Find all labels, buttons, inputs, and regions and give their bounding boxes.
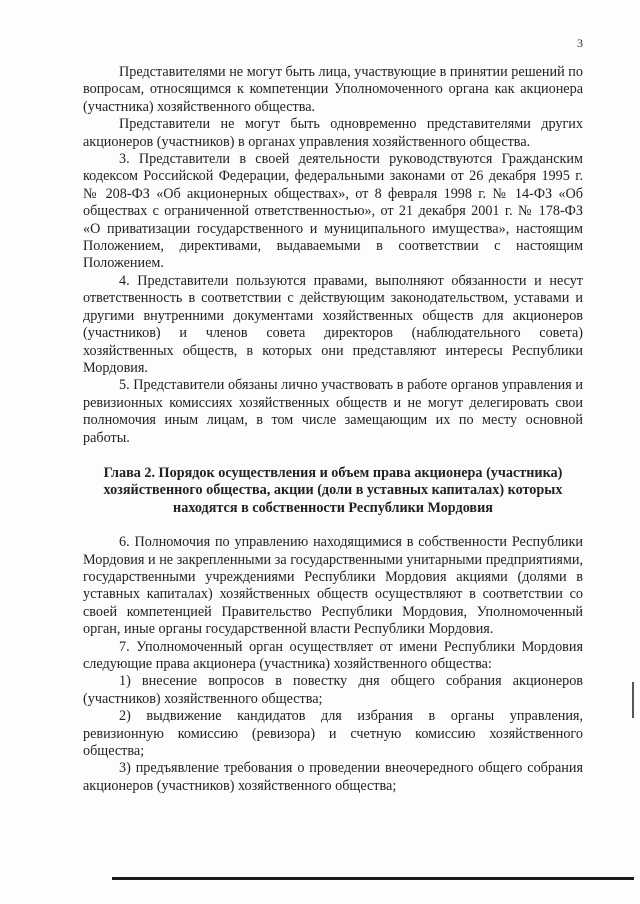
list-item: 3) предъявление требования о проведении внеочередного общего собрания акционеров (участников) хозяйственного общества; — [83, 760, 583, 794]
page-number: 3 — [577, 36, 583, 50]
paragraph: 4. Представители пользуются правами, выполняют обязанности и несут ответственность в соответствии с действующим законодательством, уставами и другими внутренними документами хозяйственных обществ для акционеров (участников) и членов совета директоров (наблюдательного совета) хозяйственных обществ, в которых они представляют интересы Республики Мордовия. — [83, 272, 583, 376]
paragraph: 5. Представители обязаны лично участвовать в работе органов управления и ревизионных комиссиях хозяйственных обществ и не могут делегировать свои полномочия иным лицам, в том числе замещающим их по месту основной работы. — [83, 377, 583, 446]
list-item: 1) внесение вопросов в повестку дня общего собрания акционеров (участников) хозяйственного общества; — [83, 673, 583, 707]
document-body — [83, 64, 583, 795]
chapter-heading: Глава 2. Порядок осуществления и объем права акционера (участника) хозяйственного общества, акции (доли в уставных капиталах) которых находятся в собственности Республики Мордовия — [103, 464, 563, 516]
paragraph: Представителями не могут быть лица, участвующие в принятии решений по вопросам, относящимся к компетенции Уполномоченного органа как акционера (участника) хозяйственного общества. — [83, 64, 583, 115]
list-item: 2) выдвижение кандидатов для избрания в органы управления, ревизионную комиссию (ревизора) и счетную комиссию хозяйственного общества; — [83, 708, 583, 760]
paragraph: 7. Уполномоченный орган осуществляет от имени Республики Мордовия следующие права акционера (участника) хозяйственного общества: — [83, 638, 583, 672]
bottom-rule — [112, 877, 634, 880]
paragraph: 6. Полномочия по управлению находящимися в собственности Республики Мордовия и не закрепленными за государственными унитарными предприятиями, государственными учреждениями Республики Мордовия акциями (долями в уставных капиталах) хозяйственных обществ осуществляют в соответствии со своей компетенцией Правительство Республики Мордовия, Уполномоченный орган, иные органы государственной власти Республики Мордовия. — [83, 534, 583, 638]
paragraph: Представители не могут быть одновременно представителями других акционеров (участников) в органах управления хозяйственного общества. — [83, 116, 583, 150]
paragraph: 3. Представители в своей деятельности руководствуются Гражданским кодексом Российской Федерации, федеральными законами от 26 декабря 1995 г. № 208-ФЗ «Об акционерных обществах», от 8 февраля 1998 г. № 14-ФЗ «Об обществах с ограниченной ответственностью», от 21 декабря 2001 г. № 178-ФЗ «О приватизации государственного и муниципального имущества», настоящим Положением, директивами, выдаваемыми в соответствии с настоящим Положением. — [83, 151, 583, 272]
scan-margin-mark — [632, 682, 634, 718]
